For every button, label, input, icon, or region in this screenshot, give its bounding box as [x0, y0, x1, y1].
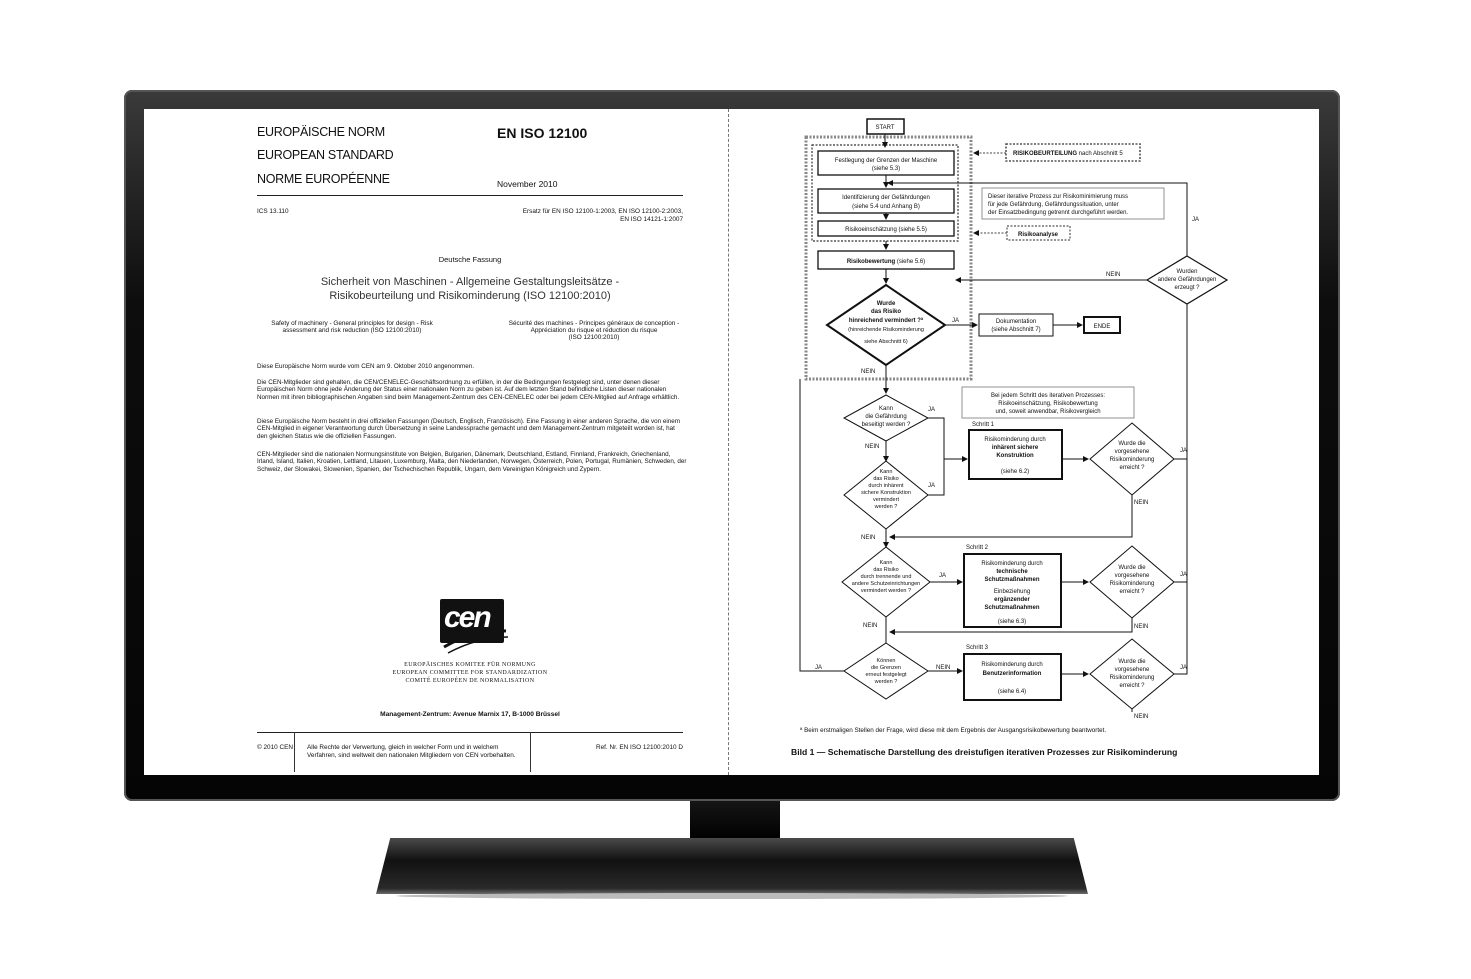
- standard-number: EN ISO 12100: [497, 125, 588, 141]
- inherent-line-5: vermindert: [873, 497, 899, 503]
- paragraph-members: Die CEN-Mitglieder sind gehalten, die CEN/CENELEC-Geschäftsordnung zu erfüllen, in der die Bedingungen festgelegt sind, unter denen dieser Europäischen Norm ohne jede Änderung der Status einer nationalen Norm zu geben ist. Auf dem letzten Stand befindliche Listen dieser nationalen Normen mit ihren bibliographischen Angaben sind beim Management-Zentrum des CEN-CENELEC oder bei jedem CEN-Mitglied auf Anfrage erhältlich.: [257, 379, 680, 401]
- nein-label-reduced: NEIN: [861, 369, 876, 375]
- step-3-line-2: Benutzerinformation: [982, 671, 1042, 677]
- title-fr-line-1: Sécurité des machines - Principes généraux de conception -: [508, 320, 680, 327]
- inherent-line-4: sichere Konstruktion: [861, 490, 911, 496]
- nein-label-guards: NEIN: [863, 623, 878, 629]
- version-label: Deutsche Fassung: [438, 255, 502, 264]
- publication-date: November 2010: [497, 179, 558, 189]
- nein-label-inherent: NEIN: [861, 535, 876, 541]
- paragraph-countries: CEN-Mitglieder sind die nationalen Normungsinstitute von Belgien, Bulgarien, Dänemark, Deutschland, Estland, Finnland, Frankreich, Griechenland, Irland, Island, Italien, Kroatien, Lettland, Litauen, Luxemburg, Malta, den Niederlanden, Norwegen, Österreich, Polen, Portugal, Rumänien, Schweden, der Schweiz, der Slowakei, Slowenien, Spanien, der Tschechischen Republik, Ungarn, dem Vereinigten Königreich und Zypern.: [257, 451, 687, 473]
- inherent-line-6: werden ?: [874, 504, 898, 510]
- eliminate-line-3: beseitigt werden ?: [861, 422, 911, 428]
- limits-line-1: Festlegung der Grenzen der Maschine: [834, 158, 938, 164]
- step-2-line-3: Schutzmaßnahmen: [984, 577, 1040, 583]
- step-1-line-3: Konstruktion: [996, 453, 1034, 459]
- start-label: START: [875, 125, 895, 131]
- risk-reduced-line-5: siehe Abschnitt 6): [864, 339, 908, 345]
- title-en-line-1: Safety of machinery - General principles for design - Risk: [271, 320, 433, 327]
- guards-line-5: vermindert werden ?: [860, 588, 912, 594]
- decision-risk-reduced: [827, 285, 945, 365]
- footnote: ª Beim erstmaligen Stellen der Frage, wird diese mit dem Ergebnis der Ausgangsrisikobewertung beantwortet.: [800, 727, 1107, 734]
- new-hazards-line-1: Wurden: [1176, 269, 1198, 275]
- step-1-line-1: Risikominderung durch: [984, 437, 1046, 443]
- replaces-line-1: Ersatz für EN ISO 12100-1:2003, EN ISO 12100-2:2003,: [522, 208, 683, 215]
- tv-stand-shadow: [396, 893, 1068, 899]
- guards-line-4: andere Schutzeinrichtungen: [851, 581, 921, 587]
- achieved-1-line-3: Risikominderung: [1109, 457, 1155, 463]
- heading-fr: NORME EUROPÉENNE: [257, 172, 390, 186]
- rights-line-2: Verfahren, sind weltweit den nationalen Mitgliedern von CEN vorbehalten.: [307, 752, 516, 759]
- title-de-line-2: Risikobeurteilung und Risikominderung (ISO 12100:2010): [329, 290, 611, 302]
- title-fr-line-3: (ISO 12100:2010): [568, 334, 620, 341]
- achieved-2-line-1: Wurde die: [1118, 565, 1146, 571]
- hazards-line-1: Identifizierung der Gefährdungen: [842, 195, 930, 201]
- ja-label-eliminate: JA: [928, 407, 936, 413]
- address: Management-Zentrum: Avenue Marnix 17, B-1000 Brüssel: [380, 711, 560, 718]
- step-2-line-6: Schutzmaßnahmen: [984, 605, 1040, 611]
- ja-label-inherent: JA: [928, 483, 936, 489]
- achieved-3-line-4: erreicht ?: [1119, 683, 1145, 689]
- ja-label-achieved-1: JA: [1180, 448, 1188, 454]
- paragraph-adoption: Diese Europäische Norm wurde vom CEN am 9. Oktober 2010 angenommen.: [257, 363, 474, 370]
- step-3-line-3: (siehe 6.4): [997, 689, 1027, 695]
- risk-reduced-line-4: (hinreichende Risikominderung: [848, 327, 924, 333]
- hazards-line-2: (siehe 5.4 und Anhang B): [852, 204, 920, 210]
- limits-line-2: (siehe 5.3): [871, 166, 901, 172]
- committee-de: EUROPÄISCHES KOMITEE FÜR NORMUNG: [404, 662, 536, 668]
- nein-label-limits: NEIN: [936, 665, 951, 671]
- decision-limits: [844, 643, 928, 699]
- step-3-label: Schritt 3: [966, 645, 989, 651]
- step-2-line-5: ergänzender: [994, 597, 1030, 603]
- estimation-label: Risikoeinschätzung (siehe 5.5): [845, 227, 927, 233]
- step-2-line-2: technische: [996, 569, 1028, 575]
- limits-dec-line-3: erneut festgelegt: [865, 672, 907, 678]
- risk-flowchart: [144, 109, 1319, 775]
- eliminate-line-2: die Gefährdung: [865, 414, 907, 420]
- reference-number: Ref. Nr. EN ISO 12100:2010 D: [595, 744, 683, 751]
- tv-stand-neck: [690, 801, 780, 841]
- new-hazards-line-3: erzeugt ?: [1174, 285, 1200, 291]
- heading-de: EUROPÄISCHE NORM: [257, 125, 385, 139]
- achieved-1-line-1: Wurde die: [1118, 441, 1146, 447]
- achieved-2-line-3: Risikominderung: [1109, 581, 1155, 587]
- tv-screen: [144, 109, 1319, 775]
- step-2-label: Schritt 2: [966, 545, 989, 551]
- ja-label-achieved-2: JA: [1180, 572, 1188, 578]
- step-2-line-7: (siehe 6.3): [997, 619, 1027, 625]
- nein-label-achieved-3: NEIN: [1134, 714, 1149, 720]
- figure-caption: Bild 1 — Schematische Darstellung des dreistufigen iterativen Prozesses zur Risikominderung: [791, 747, 1178, 757]
- step-2-line-4: Einbeziehung: [993, 589, 1031, 595]
- new-hazards-line-2: andere Gefährdungen: [1157, 277, 1217, 283]
- documentation-line-1: Dokumentation: [995, 319, 1037, 325]
- guards-line-2: das Risiko: [873, 567, 899, 573]
- replaces-line-2: EN ISO 14121-1:2007: [620, 216, 683, 223]
- title-de-line-1: Sicherheit von Maschinen - Allgemeine Gestaltungsleitsätze -: [320, 276, 620, 288]
- step-1-line-4: (siehe 6.2): [1000, 469, 1030, 475]
- step-3-line-1: Risikominderung durch: [981, 662, 1043, 668]
- nein-label-achieved-1: NEIN: [1134, 500, 1149, 506]
- achieved-3-line-2: vorgesehene: [1114, 667, 1150, 673]
- guards-line-3: durch trennende und: [860, 574, 912, 580]
- committee-en: EUROPEAN COMMITTEE FOR STANDARDIZATION: [392, 670, 548, 676]
- end-label: ENDE: [1093, 324, 1111, 330]
- iteration-note-line-3: der Einsatzbedingung getrennt durchgeführt werden.: [988, 210, 1129, 216]
- achieved-2-line-4: erreicht ?: [1119, 589, 1145, 595]
- step-2-line-1: Risikominderung durch: [981, 561, 1043, 567]
- each-step-line-1: Bei jedem Schritt des iterativen Prozesses:: [990, 393, 1106, 399]
- achieved-2-line-2: vorgesehene: [1114, 573, 1150, 579]
- eliminate-line-1: Kann: [878, 406, 894, 412]
- heading-en: EUROPEAN STANDARD: [257, 148, 394, 162]
- analysis-label: Risikoanalyse: [1017, 232, 1059, 238]
- tv-stand-base: [376, 838, 1088, 894]
- decision-achieved-3: [1090, 639, 1174, 709]
- title-fr-line-2: Appréciation du risque et réduction du risque: [530, 327, 658, 334]
- ja-label-new-hazards: JA: [1192, 217, 1200, 223]
- copyright: © 2010 CEN: [257, 744, 293, 751]
- achieved-3-line-1: Wurde die: [1118, 659, 1146, 665]
- committee-fr: COMITÉ EUROPÉEN DE NORMALISATION: [405, 678, 535, 684]
- inherent-line-2: das Risiko: [873, 476, 899, 482]
- step-1-label: Schritt 1: [972, 422, 995, 428]
- limits-dec-line-2: die Grenzen: [871, 665, 901, 671]
- nein-label-new-hazards: NEIN: [1106, 272, 1121, 278]
- inherent-line-3: durch inhärent: [868, 483, 904, 489]
- risk-reduced-line-2: das Risiko: [870, 309, 902, 315]
- risk-reduced-line-3: hinreichend vermindert ?ª: [848, 318, 924, 324]
- documentation-line-2: (siehe Abschnitt 7): [991, 327, 1041, 333]
- rights-line-1: Alle Rechte der Verwertung, gleich in welcher Form und in welchem: [307, 744, 499, 751]
- assessment-label: RISIKOBEURTEILUNG nach Abschnitt 5: [1013, 151, 1123, 157]
- ja-label-limits: JA: [815, 665, 823, 671]
- ja-label-achieved-3: JA: [1180, 665, 1188, 671]
- cen-logo-text: cen: [444, 601, 490, 634]
- each-step-line-2: Risikoeinschätzung, Risikobewertung: [998, 401, 1098, 407]
- iteration-note-line-2: für jede Gefährdung, Gefährdungssituation, unter: [988, 202, 1119, 208]
- ics-code: ICS 13.110: [257, 208, 289, 215]
- each-step-line-3: und, soweit anwendbar, Risikovergleich: [995, 409, 1101, 415]
- inherent-line-1: Kann: [879, 469, 893, 475]
- iteration-note-line-1: Dieser iterative Prozess zur Risikominimierung muss: [988, 194, 1129, 200]
- achieved-1-line-4: erreicht ?: [1119, 465, 1145, 471]
- nein-label-eliminate: NEIN: [865, 444, 880, 450]
- paragraph-versions: Diese Europäische Norm besteht in drei offiziellen Fassungen (Deutsch, Englisch, Französisch). Eine Fassung in einer anderen Sprache, die von einem CEN-Mitglied in eigener Verantwortung durch Übersetzung in seine Landessprache gemacht und dem Management-Zentrum mitgeteilt worden ist, hat den gleichen Status wie die offiziellen Fassungen.: [257, 418, 681, 440]
- nein-label-achieved-2: NEIN: [1134, 624, 1149, 630]
- evaluation-label: Risikobewertung (siehe 5.6): [846, 259, 926, 265]
- limits-dec-line-1: Können: [876, 658, 896, 664]
- achieved-1-line-2: vorgesehene: [1114, 449, 1150, 455]
- risk-reduced-line-1: Wurde: [876, 301, 896, 307]
- title-en-line-2: assessment and risk reduction (ISO 12100:2010): [282, 327, 422, 334]
- guards-line-1: Kann: [879, 560, 893, 566]
- limits-dec-line-4: werden ?: [874, 679, 898, 685]
- step-1-line-2: inhärent sichere: [991, 445, 1039, 451]
- achieved-3-line-3: Risikominderung: [1109, 675, 1155, 681]
- ja-label-guards: JA: [939, 573, 947, 579]
- ja-label-1: JA: [952, 318, 960, 324]
